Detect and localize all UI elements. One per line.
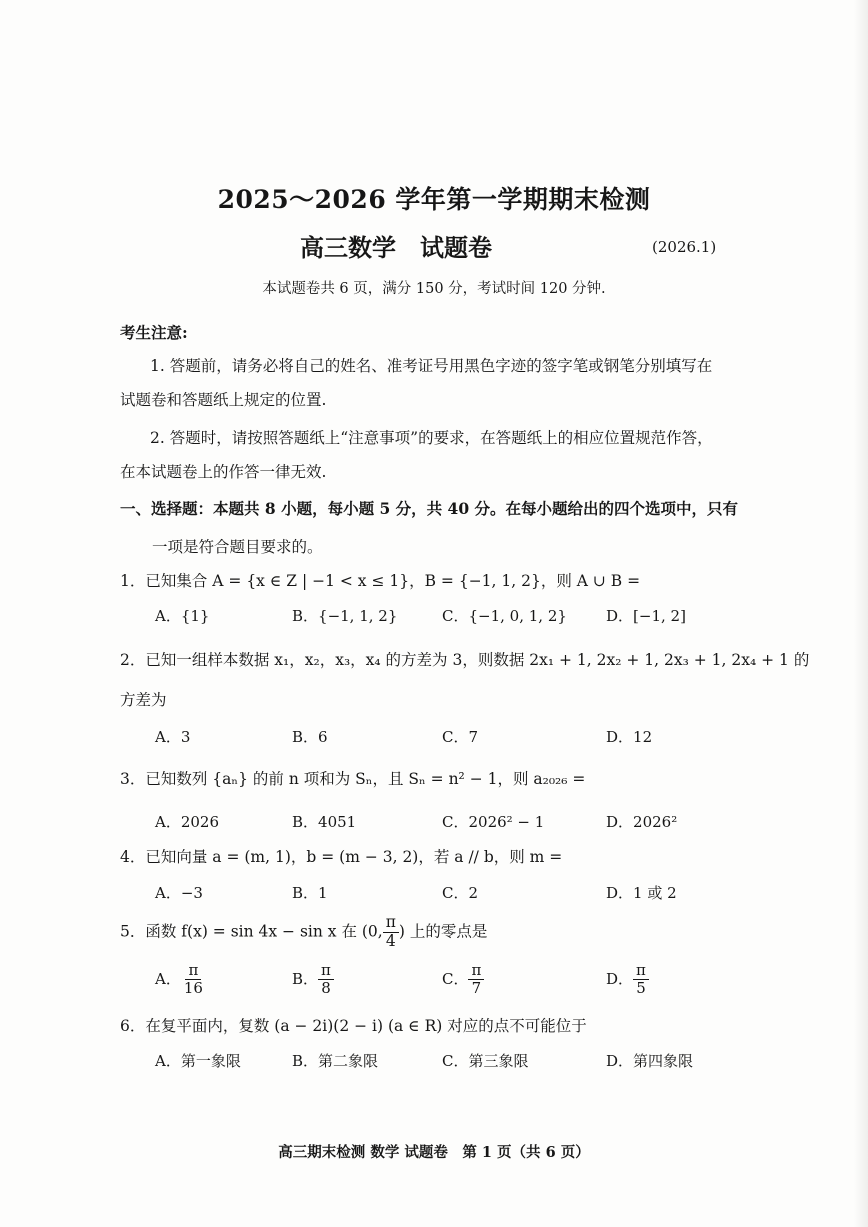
question-5-option-a <box>155 962 206 998</box>
question-1-option-a: A．{1} <box>155 607 210 625</box>
question-2-stem: 2．已知一组样本数据 x₁，x₂，x₃，x₄ 的方差为 3，则数据 2x₁ + 1, 2x₂ + 1, 2x₃ + 1, 2x₄ + 1 的 <box>120 651 810 669</box>
question-5-option-b-denominator: 8 <box>321 979 331 998</box>
exam-date: (2026.1) <box>652 238 717 256</box>
page-footer: 高三期末检测 数学 试题卷 第 1 页（共 6 页） <box>278 1144 590 1161</box>
question-2-option-b: B．6 <box>292 728 328 746</box>
question-6-option-a: A．第一象限 <box>155 1052 241 1070</box>
question-5-option-d <box>606 962 649 998</box>
question-3-option-c: C．2026² − 1 <box>442 813 545 831</box>
question-5-stem-fraction-denominator: 4 <box>385 931 396 950</box>
question-5-stem-fraction <box>383 914 399 951</box>
question-4-option-b: B．1 <box>292 884 328 902</box>
question-4-stem: 4．已知向量 a = (m, 1)，b = (m − 3, 2)，若 a // b，则 m = <box>120 848 563 866</box>
question-1-stem: 1．已知集合 A = {x ∈ Z | −1 < x ≤ 1}，B = {−1, 1, 2}，则 A ∪ B = <box>120 572 641 590</box>
question-2-option-d: D．12 <box>606 728 653 746</box>
question-5-option-c-denominator: 7 <box>471 979 482 998</box>
exam-subtitle: 高三数学 试题卷 <box>300 233 492 262</box>
question-5-option-d-denominator: 5 <box>636 979 646 998</box>
question-3-option-a: A．2026 <box>155 813 220 831</box>
notice-item-2-line-2: 在本试题卷上的作答一律无效. <box>120 463 327 481</box>
question-2-option-c: C．7 <box>442 728 479 746</box>
notice-heading: 考生注意: <box>120 323 188 342</box>
question-5-option-d-label: D． <box>606 969 634 988</box>
question-5-option-a-fraction <box>181 962 206 998</box>
question-2-stem-line-2: 方差为 <box>120 691 167 709</box>
section-1-heading-line-2: 一项是符合题目要求的。 <box>152 538 323 556</box>
question-6-option-c: C．第三象限 <box>442 1052 529 1070</box>
question-5-stem <box>120 914 487 951</box>
question-5-stem-suffix: ) 上的零点是 <box>398 922 488 941</box>
question-6-option-b: B．第二象限 <box>292 1052 379 1070</box>
question-5-option-c-numerator: π <box>468 962 484 980</box>
question-3-stem: 3．已知数列 {aₙ} 的前 n 项和为 Sₙ，且 Sₙ = n² − 1，则 a₂₀₂₆ = <box>120 770 586 788</box>
question-4-option-a: A．−3 <box>155 884 203 902</box>
question-5-option-b-fraction <box>318 962 334 998</box>
question-4-option-d: D．1 或 2 <box>606 884 677 902</box>
question-3-option-d: D．2026² <box>606 813 678 831</box>
question-5-option-c <box>442 962 484 998</box>
section-1-heading-line-1: 一、选择题：本题共 8 小题，每小题 5 分，共 40 分。在每小题给出的四个选项中，只有 <box>120 499 739 518</box>
question-5-option-a-numerator: π <box>185 962 201 980</box>
question-4-option-c: C．2 <box>442 884 479 902</box>
question-5-stem-prefix: 5．函数 f(x) = sin 4x − sin x 在 (0, <box>120 922 383 941</box>
question-6-option-d: D．第四象限 <box>606 1052 694 1070</box>
question-5-option-a-label: A． <box>155 969 181 988</box>
question-6-stem: 6．在复平面内，复数 (a − 2i)(2 − i) (a ∈ R) 对应的点不可能位于 <box>120 1017 587 1035</box>
question-5-option-b <box>292 962 334 998</box>
question-1-option-b: B．{−1, 1, 2} <box>292 607 398 625</box>
exam-info: 本试题卷共 6 页，满分 150 分，考试时间 120 分钟. <box>262 281 606 297</box>
question-3-option-b: B．4051 <box>292 813 357 831</box>
notice-item-1-line-2: 试题卷和答题纸上规定的位置. <box>120 391 327 409</box>
question-5-option-c-label: C． <box>442 969 469 988</box>
notice-item-2-line-1: 2. 答题时，请按照答题纸上“注意事项”的要求，在答题纸上的相应位置规范作答， <box>150 429 713 447</box>
exam-title: 2025～2026 学年第一学期期末检测 <box>217 185 651 214</box>
notice-item-1-line-1: 1. 答题前，请务必将自己的姓名、准考证号用黑色字迹的签字笔或钢笔分别填写在 <box>150 357 713 375</box>
question-1-option-d: D．[−1, 2] <box>606 607 686 625</box>
question-5-option-d-numerator: π <box>633 962 649 980</box>
question-5-option-d-fraction <box>633 962 649 998</box>
question-2-option-a: A．3 <box>155 728 191 746</box>
question-5-option-b-numerator: π <box>318 962 334 980</box>
question-5-option-a-denominator: 16 <box>183 979 203 998</box>
question-1-option-c: C．{−1, 0, 1, 2} <box>442 607 567 625</box>
question-5-stem-fraction-numerator: π <box>383 914 399 933</box>
question-5-option-c-fraction <box>468 962 484 998</box>
question-5-option-b-label: B． <box>292 969 319 988</box>
